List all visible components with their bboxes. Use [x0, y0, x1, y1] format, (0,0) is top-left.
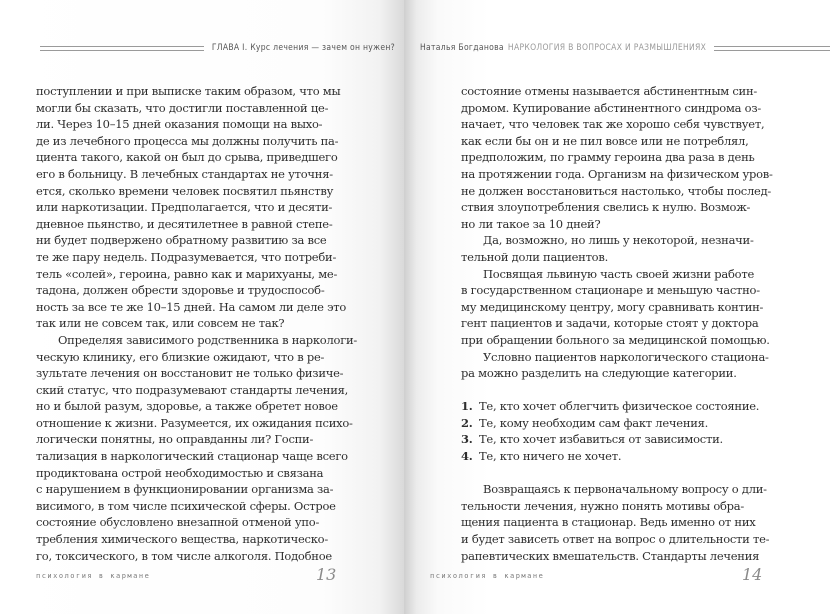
text-line: щения пациента в стационар. Ведь именно от них — [461, 515, 756, 530]
header-rule — [714, 46, 830, 51]
text-line: начает, что человек так же хорошо себя чувствует, — [461, 117, 765, 132]
text-line: и будет зависеть ответ на вопрос о длительности те- — [461, 532, 770, 547]
text-line: дромом. Купирование абстинентного синдрома оз- — [461, 100, 762, 115]
list-text: Те, кто ничего не хочет. — [479, 449, 622, 464]
text-line: висимого, в том числе психической сферы. Острое — [36, 498, 336, 513]
text-line: ность за все те же 10–15 дней. На самом ли деле это — [36, 299, 347, 314]
text-line: му медицинскому центру, могу сравнивать контин- — [461, 299, 764, 314]
series-label: психология в кармане — [36, 572, 151, 580]
author-name: Наталья Богданова — [420, 43, 504, 53]
page-number: 13 — [316, 565, 337, 584]
list-item — [461, 431, 767, 448]
text-line: логически понятны, но оправданны ли? Госпи- — [36, 432, 314, 447]
text-line: ствия злоупотребления свелись к нулю. Возмож- — [461, 200, 751, 215]
text-line: но ли такое за 10 дней? — [461, 216, 601, 231]
list-item — [461, 415, 767, 432]
text-line: де из лечебного процесса мы должны получить па- — [36, 133, 339, 148]
text-line: его в больницу. В лечебных стандартах не уточня- — [36, 166, 333, 181]
chapter-title: ГЛАВА I. Курс лечения — зачем он нужен? — [211, 43, 395, 53]
text-line: тельности лечения, нужно понять мотивы обра- — [461, 498, 745, 513]
text-line: состояние обусловлено внезапной отменой упо- — [36, 515, 320, 530]
left-running-head — [0, 41, 395, 55]
text-line: ра можно разделить на следующие категории. — [461, 366, 737, 381]
text-line: или наркотизации. Предполагается, что и десяти- — [36, 200, 333, 215]
text-line: гент пациентов и задачи, которые стоят у доктора — [461, 316, 759, 331]
text-line: циента такого, какой он был до срыва, приведшего — [36, 150, 338, 165]
list-number: 2. — [461, 415, 473, 430]
text-line: при обращении больного за медицинской помощью. — [461, 332, 770, 347]
text-line: го, токсического, в том числе алкоголя. Подобное — [36, 548, 332, 563]
text-line: Возвращаясь к первоначальному вопросу о дли- — [483, 482, 767, 497]
text-line: тадона, должен обрести здоровье и трудоспособ- — [36, 283, 325, 298]
list-number: 1. — [461, 399, 473, 414]
book-title: НАРКОЛОГИЯ В ВОПРОСАХ И РАЗМЫШЛЕНИЯХ — [507, 43, 707, 53]
list-item — [461, 448, 767, 465]
text-line: ский статус, что подразумевают стандарты лечения, — [36, 382, 349, 397]
text-line: в государственном стационаре и меньшую частно- — [461, 283, 760, 298]
left-body-text — [36, 83, 358, 564]
text-line: зультате лечения он восстановит не только физиче- — [36, 366, 344, 381]
text-line: но и былой разум, здоровье, а также обретет новое — [36, 399, 338, 414]
text-line: предположим, по грамму героина два раза в день — [461, 150, 755, 165]
text-line: Условно пациентов наркологического стациона- — [483, 349, 769, 364]
text-line: не должен восстановиться настолько, чтобы послед- — [461, 183, 772, 198]
text-line: могли бы сказать, что достигли поставленной це- — [36, 100, 329, 115]
text-line: Посвящая львиную часть своей жизни работе — [483, 266, 755, 281]
text-line: поступлении и при выписке таким образом, что мы — [36, 84, 341, 98]
text-line: Определяя зависимого родственника в наркологи- — [58, 332, 358, 347]
list-item — [461, 398, 767, 415]
page-number: 14 — [742, 565, 763, 584]
series-label: психология в кармане — [430, 572, 545, 580]
text-line: тализация в наркологический стационар чаще всего — [36, 449, 348, 464]
list-text: Те, кто хочет облегчить физическое состояние. — [479, 399, 760, 414]
text-line: те же пару недель. Подразумевается, что потреби- — [36, 249, 337, 264]
list-number: 3. — [461, 432, 473, 447]
text-line: ческую клинику, его близкие ожидают, что в ре- — [36, 349, 325, 364]
text-line: как если бы он и не пил вовсе или не потреблял, — [461, 133, 749, 148]
text-line: тель «солей», героина, равно как и марихуаны, ме- — [36, 266, 338, 281]
text-line: на протяжении года. Организм на физическом уров- — [461, 166, 773, 181]
list-text: Те, кто хочет избавиться от зависимости. — [479, 432, 723, 447]
text-line: ни будет подвержено обратному развитию за все — [36, 233, 327, 248]
text-line: отношение к жизни. Разумеется, их ожидания психо- — [36, 415, 353, 430]
text-line: рапевтических вмешательств. Стандарты лечения — [461, 548, 760, 563]
right-running-head — [420, 41, 830, 55]
right-page — [404, 0, 830, 614]
text-line: дневное пьянство, и десятилетнее в равной степе- — [36, 216, 333, 231]
text-line: ли. Через 10–15 дней оказания помощи на выхо- — [36, 117, 323, 132]
list-text: Те, кому необходим сам факт лечения. — [479, 415, 709, 430]
text-line: тельной доли пациентов. — [461, 249, 608, 264]
text-line: требления химического вещества, наркотическо- — [36, 532, 328, 547]
list-number: 4. — [461, 449, 473, 464]
text-line: с нарушением в функционировании организма за- — [36, 482, 334, 497]
paragraph-gap — [461, 382, 767, 399]
text-line: состояние отмены называется абстинентным син- — [461, 84, 758, 98]
text-line: так или не совсем так, или совсем не так? — [36, 316, 285, 331]
right-body-text — [461, 83, 773, 564]
text-line: Да, возможно, но лишь у некоторой, незначи- — [483, 233, 754, 248]
header-rule — [40, 46, 204, 51]
paragraph-gap — [461, 465, 767, 482]
text-line: продиктована острой необходимостью и связана — [36, 465, 324, 480]
left-page — [0, 0, 404, 614]
text-line: ется, сколько времени человек посвятил пьянству — [36, 183, 334, 198]
